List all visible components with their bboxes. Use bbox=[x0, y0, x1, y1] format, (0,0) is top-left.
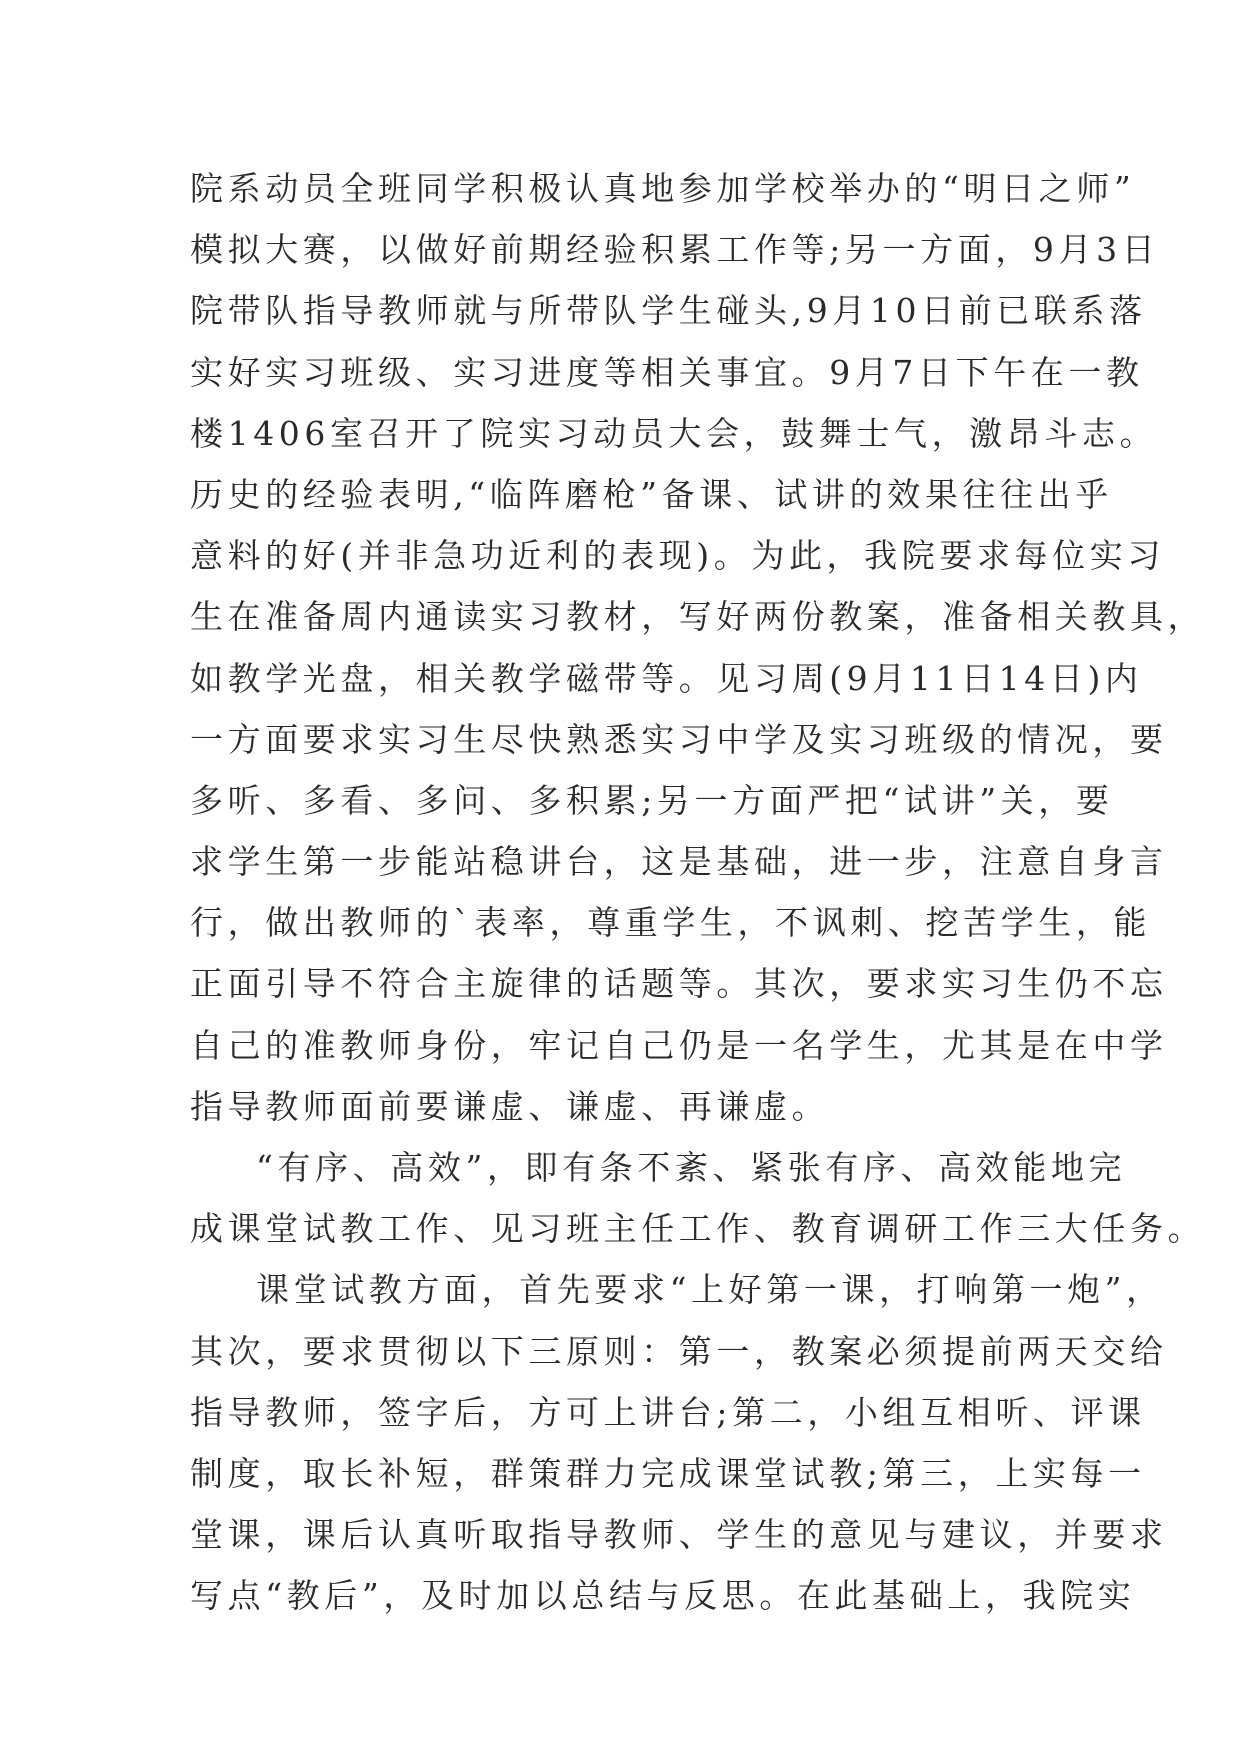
paragraph-start-line: 课堂试教方面，首先要求“上好第一课，打响第一炮”， bbox=[256, 1270, 1164, 1310]
paragraph-start-line: “有序、高效”，即有条不紊、紧张有序、高效能地完 bbox=[256, 1148, 1127, 1187]
text-line: 正面引导不符合主旋律的话题等。其次，要求实习生仍不忘 bbox=[190, 964, 1168, 1004]
text-line: 写点“教后”，及时加以总结与反思。在此基础上，我院实 bbox=[190, 1576, 1136, 1616]
text-line: 历史的经验表明,“临阵磨枪”备课、试讲的效果往往出乎 bbox=[190, 474, 1113, 514]
text-line: 堂课，课后认真听取指导教师、学生的意见与建议，并要求 bbox=[190, 1515, 1168, 1555]
text-line: 如教学光盘，相关教学磁带等。见习周(9月11日14日)内 bbox=[190, 658, 1143, 698]
text-line: 生在准备周内通读实习教材，写好两份教案，准备相关教具， bbox=[190, 597, 1206, 637]
text-line: 意料的好(并非急功近利的表现)。为此，我院要求每位实习 bbox=[190, 536, 1165, 576]
text-line: 院系动员全班同学积极认真地参加学校举办的“明日之师” bbox=[190, 169, 1136, 208]
body-text bbox=[190, 158, 1206, 1627]
text-line: 指导教师面前要谦虚、谦虚、再谦虚。 bbox=[190, 1086, 830, 1126]
text-line: 成课堂试教工作、见习班主任工作、教育调研工作三大任务。 bbox=[190, 1209, 1206, 1249]
text-line: 其次，要求贯彻以下三原则：第一，教案必须提前两天交给 bbox=[190, 1331, 1168, 1371]
text-line: 楼1406室召开了院实习动员大会，鼓舞士气，激昂斗志。 bbox=[190, 413, 1158, 453]
text-line: 一方面要求实习生尽快熟悉实习中学及实习班级的情况，要 bbox=[190, 719, 1168, 759]
text-line: 指导教师，签字后，方可上讲台;第二，小组互相听、评课 bbox=[190, 1392, 1146, 1432]
text-line: 自己的准教师身份，牢记自己仍是一名学生，尤其是在中学 bbox=[190, 1025, 1168, 1065]
text-line: 行，做出教师的`表率，尊重学生，不讽刺、挖苦学生，能 bbox=[190, 903, 1152, 943]
text-line: 求学生第一步能站稳讲台，这是基础，进一步，注意自身言 bbox=[190, 842, 1168, 882]
text-line: 实好实习班级、实习进度等相关事宜。9月7日下午在一教 bbox=[190, 352, 1144, 392]
text-line: 多听、多看、多问、多积累;另一方面严把“试讲”关，要 bbox=[190, 780, 1114, 820]
text-line: 模拟大赛，以做好前期经验积累工作等;另一方面，9月3日 bbox=[190, 230, 1160, 270]
text-line: 院带队指导教师就与所带队学生碰头,9月10日前已联系落 bbox=[190, 291, 1147, 331]
text-line: 制度，取长补短，群策群力完成课堂试教;第三，上实每一 bbox=[190, 1453, 1146, 1493]
